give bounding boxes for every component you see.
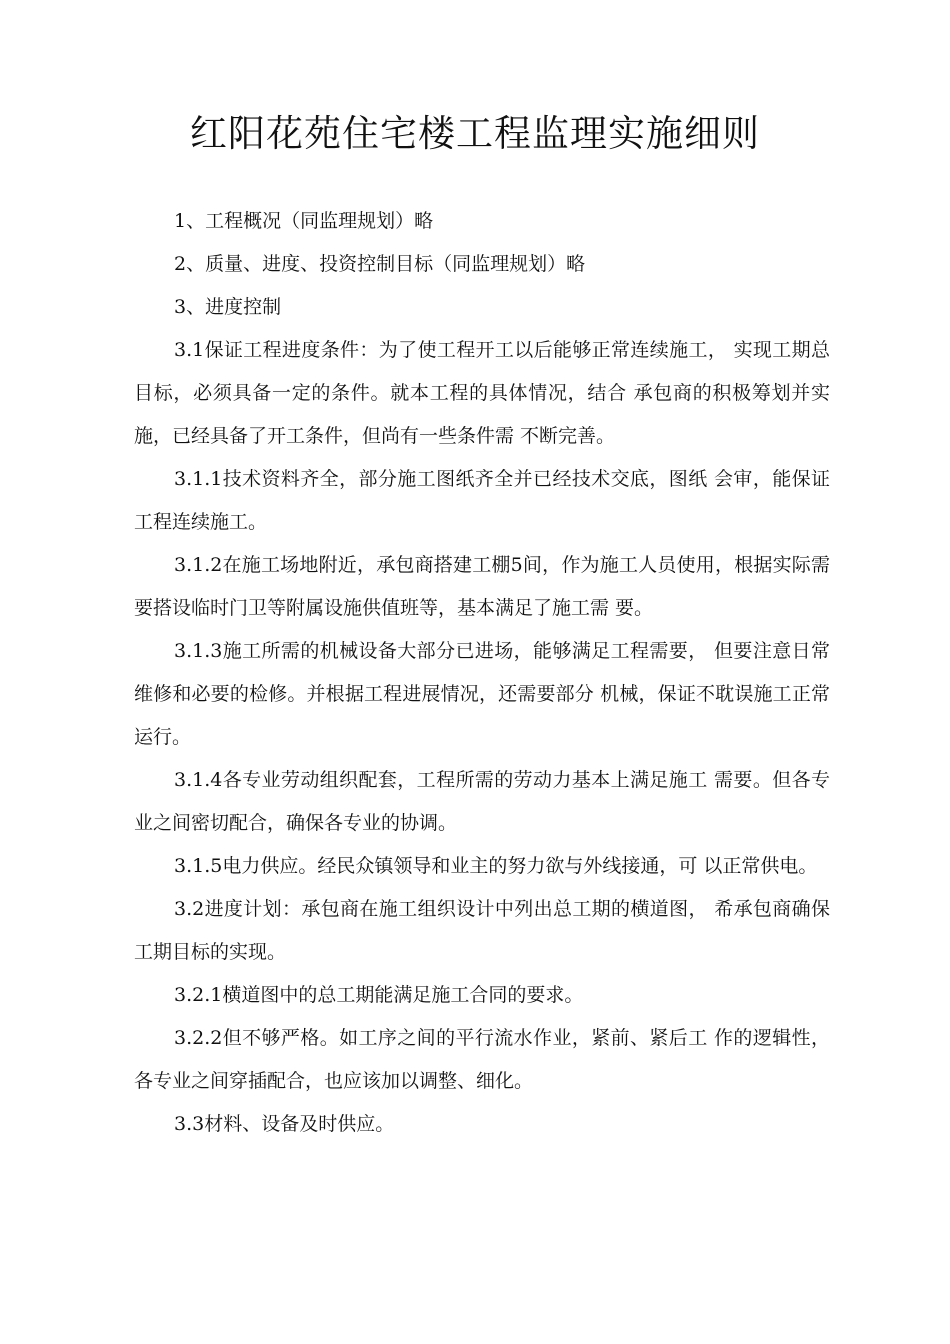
paragraph-3-1-1: 3.1.1技术资料齐全，部分施工图纸齐全并已经技术交底，图纸 会审，能保证工程连续施工。 xyxy=(134,468,830,533)
paragraph-3-2-1: 3.2.1横道图中的总工期能满足施工合同的要求。 xyxy=(174,984,584,1006)
paragraph-3-2-2: 3.2.2但不够严格。如工序之间的平行流水作业，紧前、紧后工 作的逻辑性，各专业之间穿插配合，也应该加以调整、细化。 xyxy=(134,1027,830,1092)
paragraph-control-targets: 2、质量、进度、投资控制目标（同监理规划）略 xyxy=(174,253,586,275)
paragraph-3-1-5: 3.1.5电力供应。经民众镇领导和业主的努力欲与外线接通，可 以正常供电。 xyxy=(174,855,818,877)
paragraph-3-1-3: 3.1.3施工所需的机械设备大部分已进场，能够满足工程需要， 但要注意日常维修和必要的检修。并根据工程进展情况，还需要部分 机械，保证不耽误施工正常运行。 xyxy=(134,640,830,748)
paragraph-3-1: 3.1保证工程进度条件：为了使工程开工以后能够正常连续施工， 实现工期总目标，必须具备一定的条件。就本工程的具体情况，结合 承包商的积极筹划并实施，已经具备了开工条件，但尚有一些条件需 不断完善。 xyxy=(134,339,830,447)
paragraph-3-2: 3.2进度计划：承包商在施工组织设计中列出总工期的横道图， 希承包商确保工期目标的实现。 xyxy=(134,898,830,963)
paragraph-3-1-4: 3.1.4各专业劳动组织配套，工程所需的劳动力基本上满足施工 需要。但各专业之间密切配合，确保各专业的协调。 xyxy=(134,769,830,834)
paragraph-3-3: 3.3材料、设备及时供应。 xyxy=(174,1113,395,1135)
paragraph-progress-control-heading: 3、进度控制 xyxy=(174,296,282,318)
document-title: 红阳花苑住宅楼工程监理实施细则 xyxy=(190,112,760,155)
paragraph-3-1-2: 3.1.2在施工场地附近，承包商搭建工棚5间，作为施工人员使用，根据实际需要搭设临时门卫等附属设施供值班等，基本满足了施工需 要。 xyxy=(134,554,830,619)
paragraph-project-overview: 1、工程概况（同监理规划）略 xyxy=(174,210,434,232)
document-body xyxy=(134,200,830,1146)
